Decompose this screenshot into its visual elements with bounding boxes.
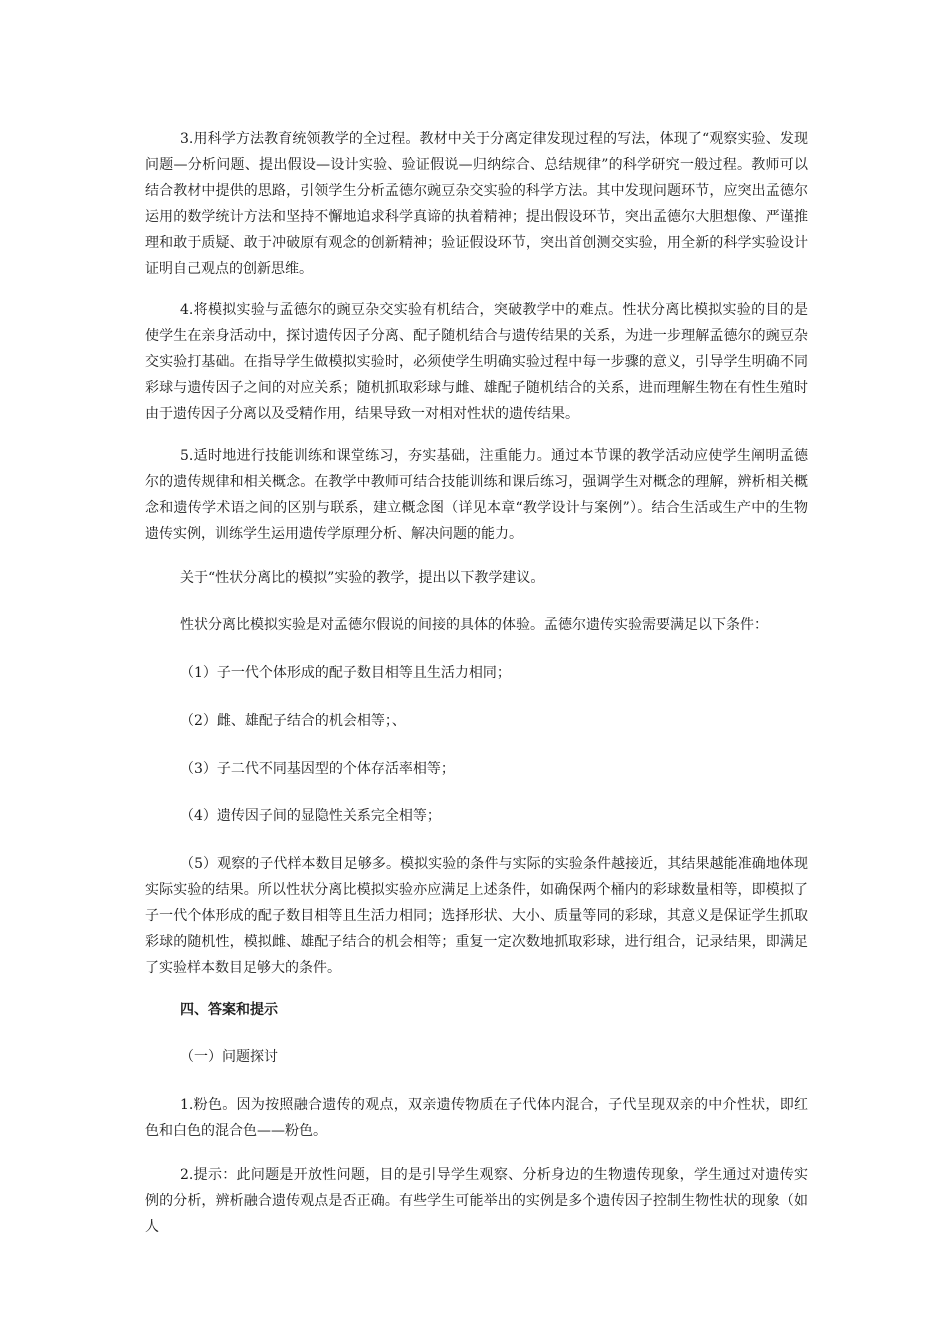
- condition-1: （1）子一代个体形成的配子数目相等且生活力相同；: [180, 665, 511, 681]
- paragraph-3: 3.用科学方法教育统领教学的全过程。教材中关于分离定律发现过程的写法，体现了“观察实验、发现问题—分析问题、提出假设—设计实验、验证假说—归纳综合、总结规律”的科学研究一般过程。教师可以结合教材中提供的思路，引领学生分析孟德尔豌豆杂交实验的科学方法。其中发现问题环节，应突出孟德尔运用的数学统计方法和坚持不懈地追求科学真谛的执着精神；提出假设环节，突出孟德尔大胆想像、严谨推理和敢于质疑、敢于冲破原有观念的创新精神；验证假设环节，突出首创测交实验，用全新的科学实验设计证明自己观点的创新思维。: [145, 131, 808, 277]
- answer-1: 1.粉色。因为按照融合遗传的观点，双亲遗传物质在子代体内混合，子代呈现双亲的中介性状，即红色和白色的混合色——粉色。: [145, 1097, 808, 1139]
- condition-5-paragraph: （5）观察的子代样本数目足够多。模拟实验的条件与实际的实验条件越接近，其结果越能准确地体现实际实验的结果。所以性状分离比模拟实验亦应满足上述条件，如确保两个桶内的彩球数量相等，即模拟了子一代个体形成的配子数目相等且生活力相同；选择形状、大小、质量等同的彩球，其意义是保证学生抓取彩球的随机性，模拟雌、雄配子结合的机会相等；重复一定次数地抓取彩球，进行组合，记录结果，即满足了实验样本数目足够大的条件。: [145, 856, 808, 976]
- paragraph-4: 4.将模拟实验与孟德尔的豌豆杂交实验有机结合，突破教学中的难点。性状分离比模拟实验的目的是使学生在亲身活动中，探讨遗传因子分离、配子随机结合与遗传结果的关系，为进一步理解孟德尔的豌豆杂交实验打基础。在指导学生做模拟实验时，必须使学生明确实验过程中每一步骤的意义，引导学生明确不同彩球与遗传因子之间的对应关系；随机抓取彩球与雌、雄配子随机结合的关系，进而理解生物在有性生殖时由于遗传因子分离以及受精作用，结果导致一对相对性状的遗传结果。: [145, 302, 808, 422]
- answer-2: 2.提示：此问题是开放性问题，目的是引导学生观察、分析身边的生物遗传现象，学生通过对遗传实例的分析，辨析融合遗传观点是否正确。有些学生可能举出的实例是多个遗传因子控制生物性状的现象（如人: [145, 1167, 808, 1235]
- conditions-intro: 性状分离比模拟实验是对孟德尔假说的间接的具体的体验。孟德尔遗传实验需要满足以下条件：: [180, 617, 768, 633]
- condition-4: （4）遗传因子间的显隐性关系完全相等；: [180, 808, 441, 824]
- section-heading: 四、答案和提示: [180, 1002, 278, 1018]
- subsection-heading: （一）问题探讨: [180, 1049, 278, 1065]
- intro-sentence: 关于“性状分离比的模拟”实验的教学，提出以下教学建议。: [180, 570, 545, 586]
- condition-3: （3）子二代不同基因型的个体存活率相等；: [180, 761, 455, 777]
- paragraph-5: 5.适时地进行技能训练和课堂练习，夯实基础，注重能力。通过本节课的教学活动应使学生阐明孟德尔的遗传规律和相关概念。在教学中教师可结合技能训练和课后练习，强调学生对概念的理解，辨析相关概念和遗传学术语之间的区别与联系，建立概念图（详见本章“教学设计与案例”）。结合生活或生产中的生物遗传实例，训练学生运用遗传学原理分析、解决问题的能力。: [145, 448, 808, 542]
- condition-2: （2）雌、雄配子结合的机会相等；、: [180, 713, 406, 729]
